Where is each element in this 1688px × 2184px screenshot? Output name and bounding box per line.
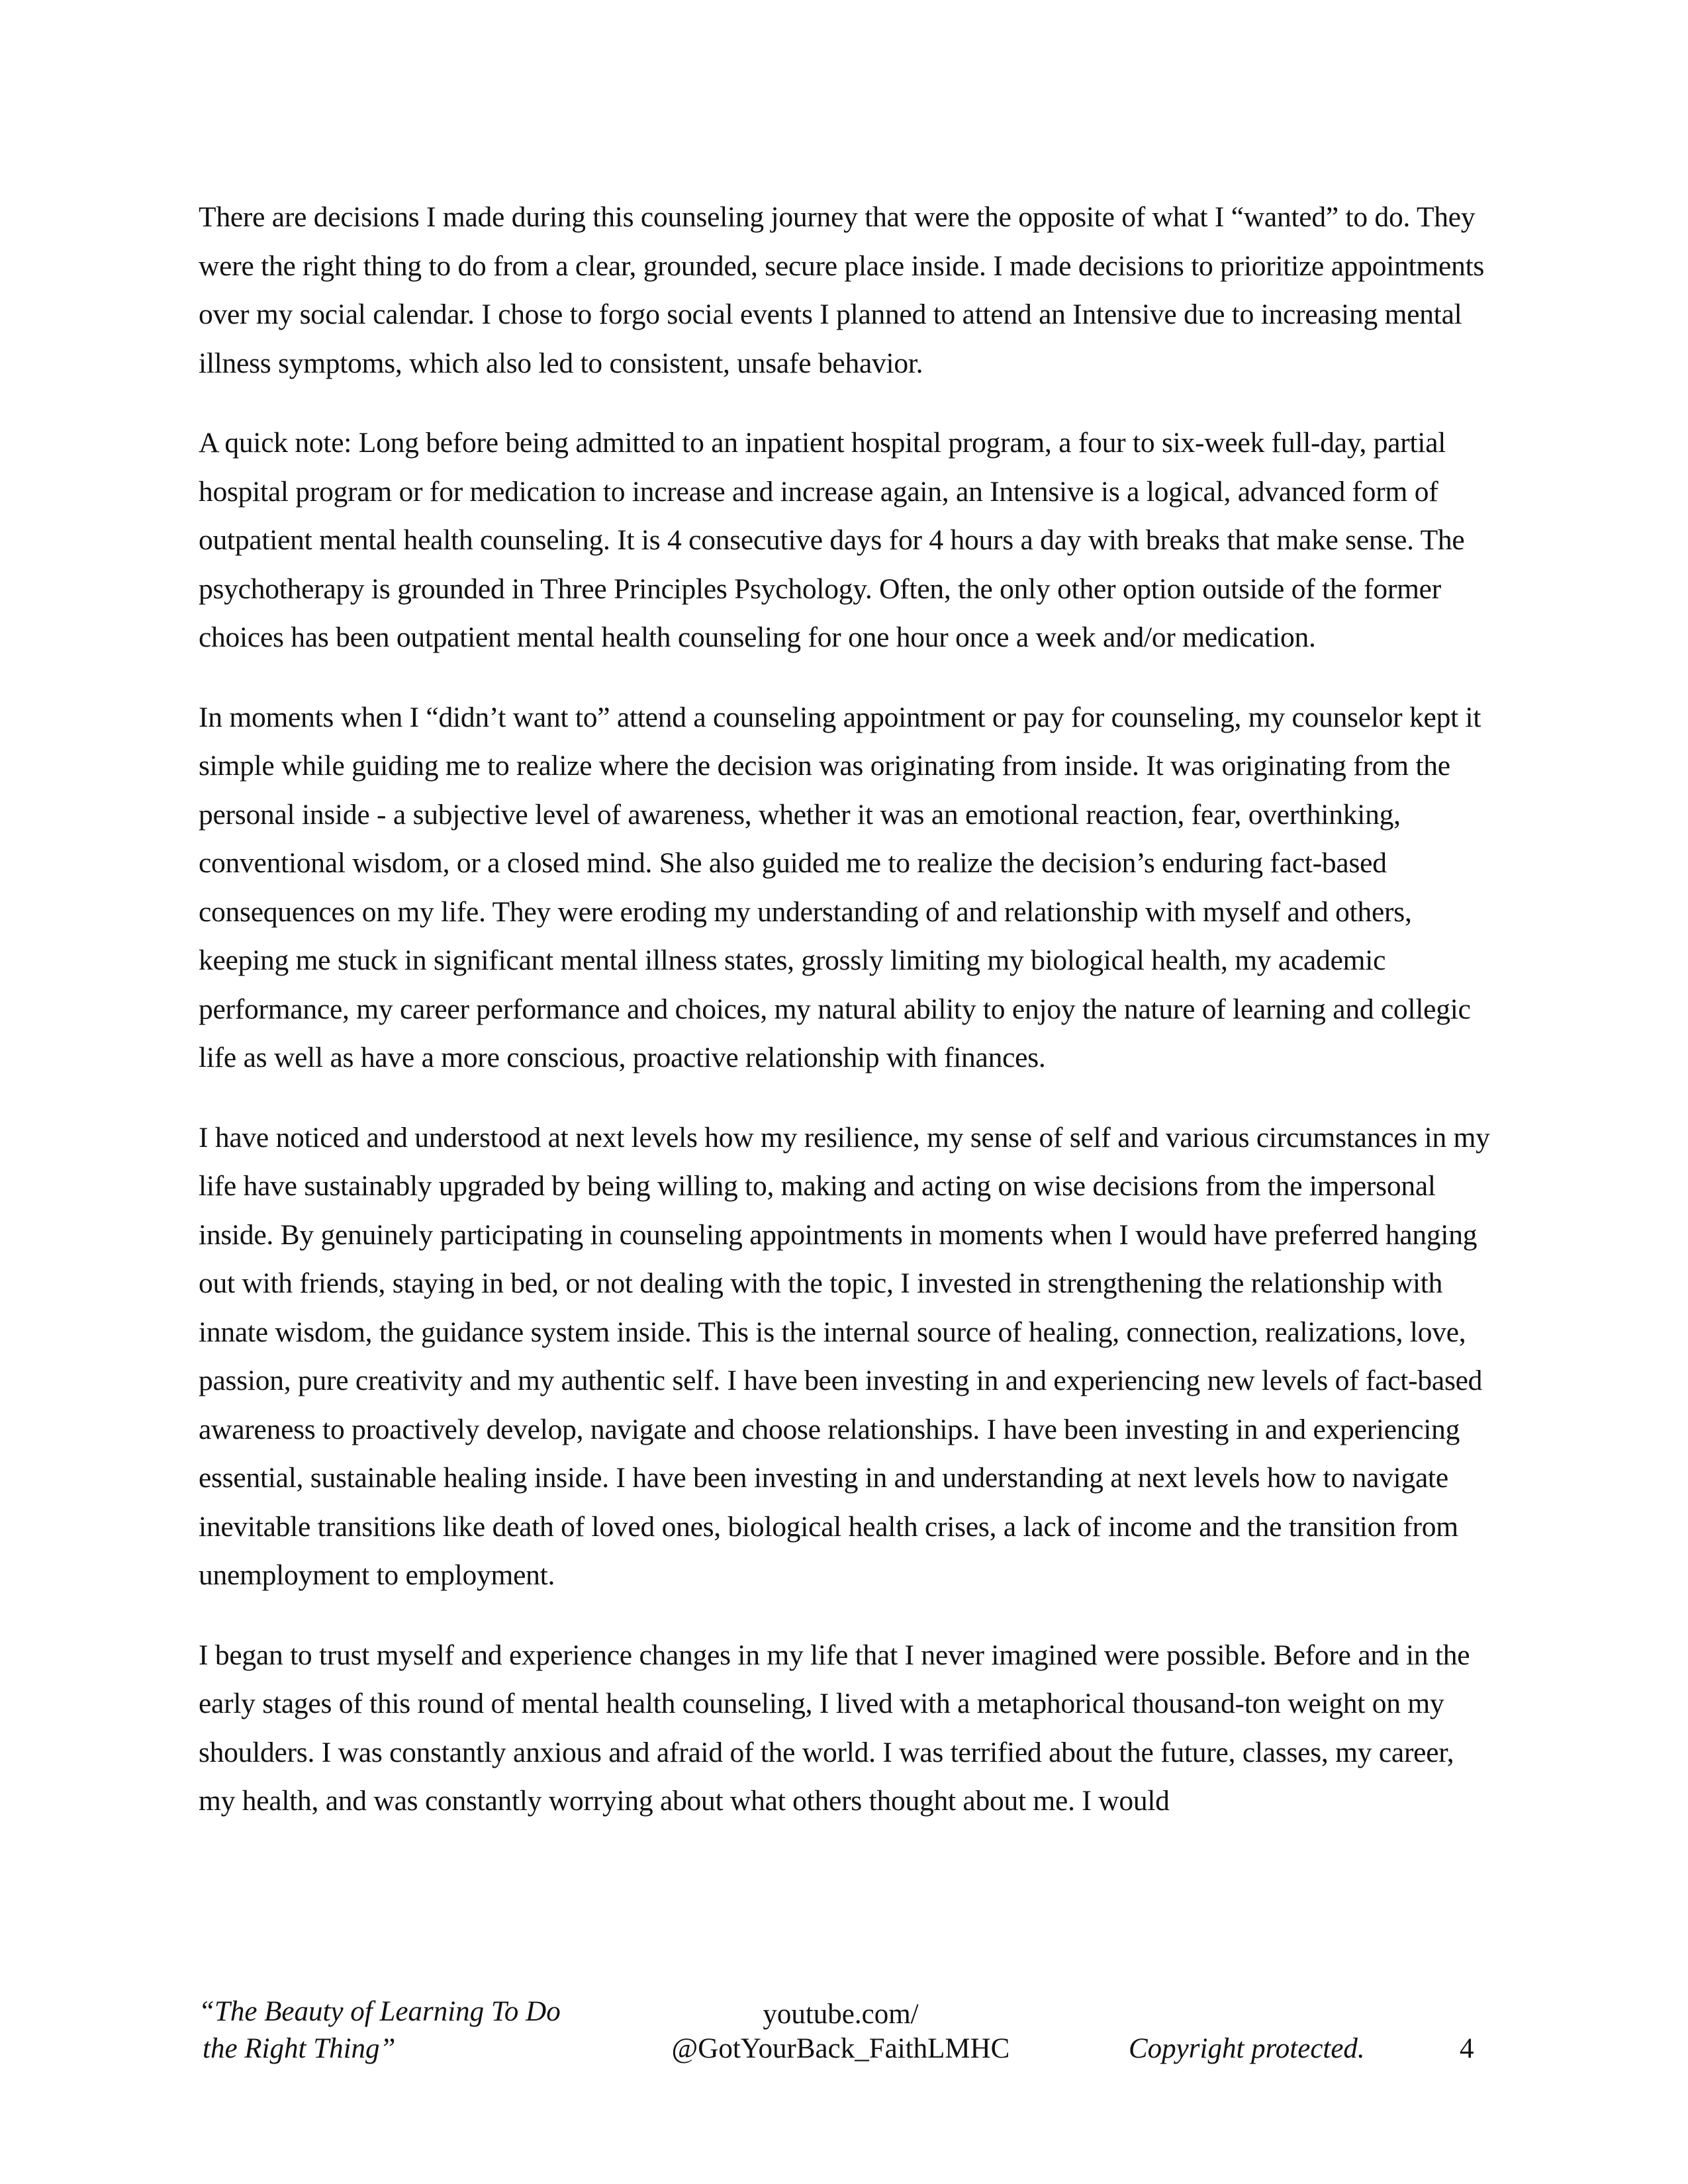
footer-title-line-2: the Right Thing” [203, 2033, 396, 2064]
footer-copyright: Copyright protected. [1129, 2033, 1365, 2064]
page-number: 4 [1460, 2033, 1474, 2064]
paragraph-3: In moments when I “didn’t want to” attend a counseling appointment or pay for counseling, my counselor kept it simple while guiding me to realize where the decision was originating from inside. It was originating from the personal inside - a subjective level of awareness, whether it was an emotional reaction, fear, overthinking, conventional wisdom, or a closed mind. She also guided me to realize the decision’s enduring fact-based consequences on my life. They were eroding my understanding of and relationship with myself and others, keeping me stuck in significant mental illness states, grossly limiting my biological health, my academic performance, my career performance and choices, my natural ability to enjoy the nature of learning and collegic life as well as have a more conscious, proactive relationship with finances. [199, 701, 1481, 1073]
paragraph-5: I began to trust myself and experience changes in my life that I never imagined were possible. Before and in the early stages of this round of mental health counseling, I lived with a metaphorical thousand-ton weight on my shoulders. I was constantly anxious and afraid of the world. I was terrified about the future, classes, my career, my health, and was constantly worrying about what others thought about me. I would [199, 1639, 1470, 1817]
footer-link-line-2: @GotYourBack_FaithLMHC [671, 2033, 1010, 2064]
footer-link-line-1: youtube.com/ [763, 1999, 919, 2030]
footer-title-line-1: “The Beauty of Learning To Do [199, 1996, 561, 2027]
paragraph-1: There are decisions I made during this counseling journey that were the opposite of what I “wanted” to do. They were the right thing to do from a clear, grounded, secure place inside. I made decisions to prioritize appointments over my social calendar. I chose to forgo social events I planned to attend an Intensive due to increasing mental illness symptoms, which also led to consistent, unsafe behavior. [199, 201, 1485, 379]
paragraph-2: A quick note: Long before being admitted to an inpatient hospital program, a four to six-week full-day, partial hospital program or for medication to increase and increase again, an Intensive is a logical, advanced form of outpatient mental health counseling. It is 4 consecutive days for 4 hours a day with breaks that make sense. The psychotherapy is grounded in Three Principles Psychology. Often, the only other option outside of the former choices has been outpatient mental health counseling for one hour once a week and/or medication. [199, 427, 1465, 653]
paragraph-4: I have noticed and understood at next levels how my resilience, my sense of self and various circumstances in my life have sustainably upgraded by being willing to, making and acting on wise decisions from the impersonal inside. By genuinely participating in counseling appointments in moments when I would have preferred hanging out with friends, staying in bed, or not dealing with the topic, I invested in strengthening the relationship with innate wisdom, the guidance system inside. This is the internal source of healing, connection, realizations, love, passion, pure creativity and my authentic self. I have been investing in and experiencing new levels of fact-based awareness to proactively develop, navigate and choose relationships. I have been investing in and experiencing essential, sustainable healing inside. I have been investing in and understanding at next levels how to navigate inevitable transitions like death of loved ones, biological health crises, a lack of income and the transition from unemployment to employment. [199, 1121, 1490, 1591]
footer-title [199, 1993, 662, 2068]
footer-youtube-link [629, 1997, 1053, 2066]
document-body [199, 193, 1496, 1826]
